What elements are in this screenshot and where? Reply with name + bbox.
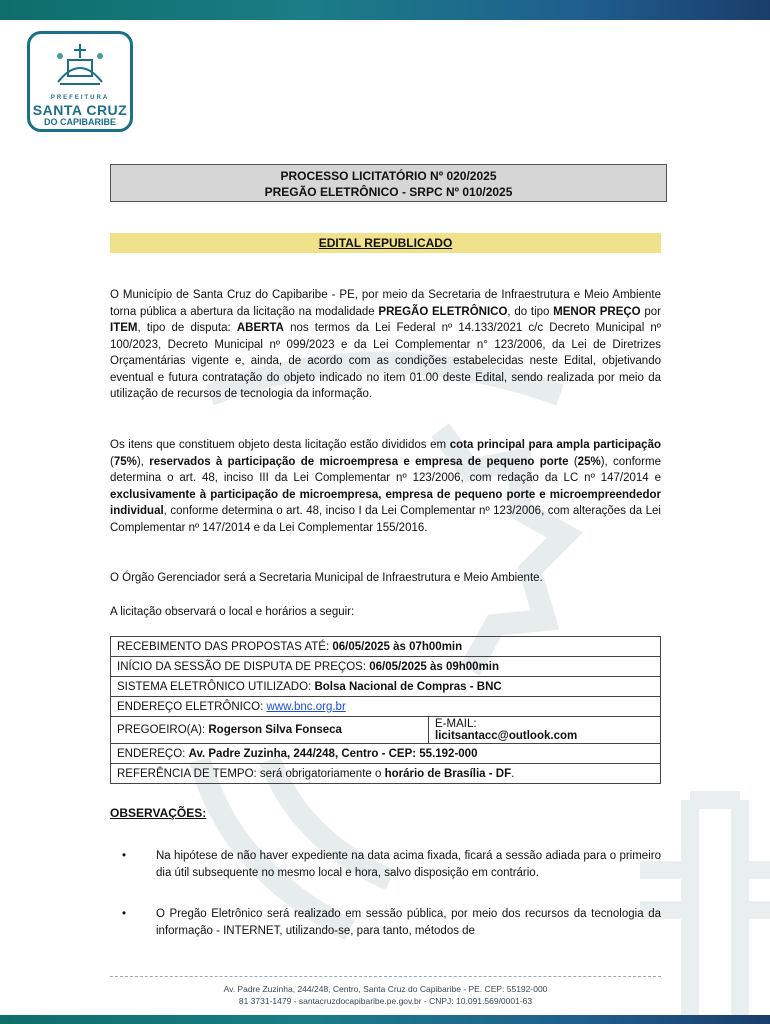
table-row — [111, 637, 661, 657]
cell-label: ENDEREÇO ELETRÔNICO: — [117, 700, 267, 713]
table-cell — [429, 717, 661, 744]
cell-label: REFERÊNCIA DE TEMPO: será obrigatoriamente o — [117, 767, 385, 780]
cell-label: INÍCIO DA SESSÃO DE DISPUTA DE PREÇOS: — [117, 660, 370, 673]
bold-span: 75% — [113, 455, 137, 468]
bnc-link[interactable]: www.bnc.org.br — [266, 700, 346, 713]
table-cell — [111, 677, 661, 697]
cell-value: 06/05/2025 às 07h00min — [332, 640, 463, 653]
cell-label: RECEBIMENTO DAS PROPOSTAS ATÉ: — [117, 640, 333, 653]
text-span: , tipo de disputa: — [137, 322, 237, 334]
footer-contact: 81 3731-1479 - santacruzdocapibaribe.pe.gov.br - CNPJ: 10.091.569/0001-63 — [238, 996, 533, 1006]
text-span: ), — [136, 455, 150, 468]
footer-address: Av. Padre Zuzinha, 244/248, Centro, Santa Cruz do Capibaribe - PE. CEP: 55192-000 — [223, 984, 548, 994]
text-span: , conforme determina o art. 48, inciso I da Lei Complementar nº 123/2006, com alterações da Lei Complementar nº 147/2014 e da Lei Complementar 155/2016. — [110, 505, 661, 534]
bottom-color-bar — [0, 1015, 770, 1024]
cell-end: . — [511, 767, 515, 780]
cell-label: SISTEMA ELETRÔNICO UTILIZADO: — [117, 680, 315, 693]
text-span: por — [640, 305, 661, 318]
text-span: ( — [110, 455, 114, 468]
logo-emblem-icon — [30, 34, 130, 94]
cell-value: 06/05/2025 às 09h00min — [369, 660, 500, 673]
bold-span: reservados à participação de microempresa e empresa de pequeno porte — [149, 455, 569, 468]
bold-span: ABERTA — [236, 322, 284, 334]
edital-title: EDITAL REPUBLICADO — [110, 233, 661, 253]
schedule-table — [110, 636, 661, 784]
cell-label: ENDEREÇO: — [117, 747, 189, 760]
table-row — [111, 744, 661, 764]
table-cell — [111, 637, 661, 657]
email-value: licitsantacc@outlook.com — [435, 730, 578, 742]
top-color-bar — [0, 0, 770, 20]
observacoes-title: OBSERVAÇÕES: — [110, 806, 207, 820]
bold-span: cota principal para ampla participação — [449, 439, 661, 451]
email-label: E-MAIL: — [435, 718, 477, 730]
cell-value: Av. Padre Zuzinha, 244/248, Centro - CEP: 55.192-000 — [188, 747, 478, 760]
bullet-icon: • — [122, 850, 127, 862]
paragraph-2 — [110, 437, 661, 536]
footer — [110, 983, 661, 1007]
table-row — [111, 657, 661, 677]
list-item — [110, 906, 661, 939]
bold-span: MENOR PREÇO — [553, 305, 641, 318]
cell-label: PREGOEIRO(A): — [117, 724, 209, 736]
list-item-text: O Pregão Eletrônico será realizado em sessão pública, por meio dos recursos da tecnologia da informação - INTERNET, utilizando-se, para tanto, métodos de — [156, 908, 661, 937]
table-cell — [111, 657, 661, 677]
process-number: PROCESSO LICITATÓRIO Nº 020/2025 — [280, 169, 497, 183]
text-span: , do tipo — [507, 305, 554, 318]
bold-span: ITEM — [110, 322, 138, 334]
text-span: ), conforme determina o art. 48, inciso III da Lei Complementar nº 123/2006, com redação da LC nº 147/2014 e — [110, 455, 661, 484]
table-row — [111, 677, 661, 697]
text-span: nos termos da Lei Federal nº 14.133/2021 c/c Decreto Municipal nº 100/2023, Decreto Municipal nº 099/2023 e da Lei Complementar n° 123/2006, da Lei de Diretrizes Orçamentárias vigente e, ainda, de acordo com as condições estabelecidas neste Edital, objetivando eventual e futura contratação do objeto indicado no item 01.00 deste Edital, sendo realizada por meio da utilização de recursos de tecnologia da informação. — [110, 322, 661, 400]
logo-line-3: DO CAPIBARIBE — [43, 117, 116, 127]
logo-line-2: SANTA CRUZ — [32, 102, 128, 118]
cell-value: horário de Brasília - DF — [384, 767, 512, 780]
table-cell — [111, 764, 661, 784]
municipality-logo — [27, 31, 133, 132]
cell-value: Bolsa Nacional de Compras - BNC — [314, 680, 502, 693]
logo-line-1: PREFEITURA — [50, 95, 110, 101]
bullet-icon: • — [122, 908, 127, 920]
table-row — [111, 697, 661, 717]
text-span: Os itens que constituem objeto desta licitação estão divididos em — [110, 439, 450, 451]
cell-value: Rogerson Silva Fonseca — [208, 724, 342, 736]
paragraph-3: O Órgão Gerenciador será a Secretaria Municipal de Infraestrutura e Meio Ambiente. — [110, 572, 543, 584]
list-item — [110, 848, 661, 881]
table-row — [111, 717, 661, 744]
table-cell — [111, 717, 429, 744]
bold-span: exclusivamente à participação de microempresa, empresa de pequeno porte e microempreendedor individual — [110, 488, 661, 517]
table-cell — [111, 744, 661, 764]
bold-span: PREGÃO ELETRÔNICO — [378, 305, 508, 318]
paragraph-4: A licitação observará o local e horários a seguir: — [110, 606, 355, 618]
bold-span: 25% — [577, 455, 601, 468]
list-item-text: Na hipótese de não haver expediente na data acima fixada, ficará a sessão adiada para o primeiro dia útil subsequente no mesmo local e hora, salvo disposição em contrário. — [156, 850, 661, 879]
text-span: ( — [568, 455, 578, 468]
pregao-number: PREGÃO ELETRÔNICO - SRPC Nº 010/2025 — [264, 185, 513, 199]
paragraph-1 — [110, 287, 661, 403]
table-row — [111, 764, 661, 784]
table-cell — [111, 697, 661, 717]
process-header-box — [110, 164, 667, 202]
footer-divider — [110, 976, 661, 977]
text-span: O Município de Santa Cruz do Capibaribe - PE, por meio da Secretaria de Infraestrutura e Meio Ambiente torna pública a abertura da licitação na modalidade — [110, 289, 661, 318]
